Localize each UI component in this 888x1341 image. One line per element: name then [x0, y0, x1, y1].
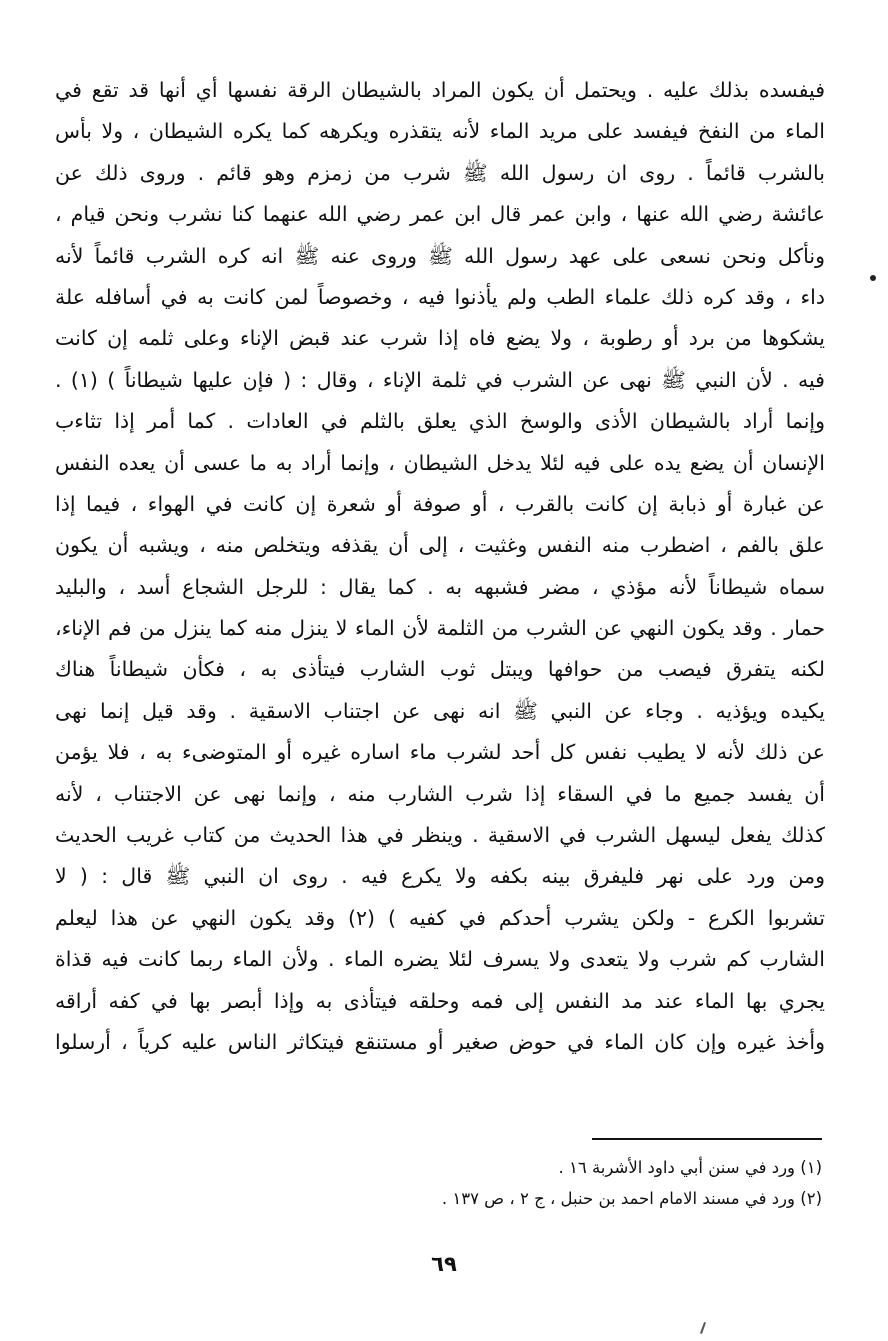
body-line: عائشة رضي الله عنها ، وابن عمر قال ابن عمر رضي الله عنهما كنا نشرب ونحن قيام ،: [55, 202, 825, 227]
body-line: الإنسان أن يضع يده على فيه لئلا يدخل الشيطان ، وإنما أراد به ما عسى أن يعده النفس: [55, 450, 825, 475]
body-line: عن غبارة أو ذبابة إن كانت بالقرب ، أو صوفة أو شعرة إن كانت في الهواء ، فيما إذا: [55, 491, 825, 516]
body-line: أن يفسد جميع ما في السقاء إذا شرب الشارب منه ، وإنما نهى عن الاجتناب ، لأنه: [55, 781, 825, 806]
body-text: [55, 70, 825, 1063]
body-line: ونأكل ونحن نسعى على عهد رسول الله ﷺ وروى عنه ﷺ انه كره الشرب قائماً لأنه: [55, 243, 825, 268]
body-line: لكنه يتفرق فيصب من حوافها ويبتل ثوب الشارب فيتأذى به ، فكأن شيطاناً هناك: [55, 657, 825, 682]
body-line: عن ذلك لأنه لا يطيب نفس كل أحد لشرب ماء اساره غيره أو المتوضىء به ، فلا يؤمن: [55, 740, 825, 765]
body-line: بالشرب قائماً . روى ان رسول الله ﷺ شرب من زمزم وهو قائم . وروى ذلك عن: [55, 160, 825, 185]
body-line: ومن ورد على نهر فليفرق بينه بكفه ولا يكرع فيه . روى ان النبي ﷺ قال : ( لا: [55, 864, 825, 889]
body-line: كذلك يفعل ليسهل الشرب في الاسقية . وينظر في هذا الحديث من كتاب غريب الحديث: [55, 823, 825, 848]
body-line: حمار . وقد يكون النهي عن الشرب من الثلمة لأن الماء لا ينزل منه كما ينزل من فم الإناء،: [55, 616, 825, 641]
body-line: فيه . لأن النبي ﷺ نهى عن الشرب في ثلمة الإناء ، وقال : ( فإن عليها شيطاناً ) (١) .: [55, 367, 825, 392]
footnote-2: (٢) ورد في مسند الامام احمد بن حنبل ، ج ٢ ، ص ١٣٧ .: [441, 1189, 822, 1208]
body-line: داء ، وقد كره ذلك علماء الطب ولم يأذنوا فيه ، وخصوصاً لمن كانت به في أسافله علة: [55, 284, 825, 309]
margin-dot: [870, 275, 876, 281]
scan-mark: [700, 1322, 706, 1334]
footnotes: [122, 1152, 822, 1214]
body-line: الشارب كم شرب ولا يتعدى ولا يسرف لئلا يضره الماء . ولأن الماء ربما كانت فيه قذاة: [55, 947, 825, 972]
footnote-1: (١) ورد في سنن أبي داود الأشربة ١٦ .: [558, 1158, 822, 1177]
body-line: يجري بها الماء عند مد النفس إلى فمه وحلقه فيتأذى به وإذا أبصر بها في كفه أراقه: [55, 988, 825, 1013]
body-line: يشكوها من برد أو رطوبة ، ولا يضع فاه إذا شرب عند قبض الإناء وعلى ثلمه إن كانت: [55, 326, 825, 351]
page-number: ٦٩: [431, 1252, 457, 1276]
body-line: الماء من النفخ فيفسد على مريد الماء لأنه يتقذره ويكرهه كما يكره الشيطان ، ولا بأس: [55, 119, 825, 144]
body-line: سماه شيطاناً لأنه مؤذي ، مضر فشبهه به . كما يقال : للرجل الشجاع أسد ، والبليد: [55, 574, 825, 599]
body-line: وأخذ غيره وإن كان الماء في حوض صغير أو مستنقع فيتكاثر الناس عليه كرياً ، أرسلوا: [55, 1029, 825, 1054]
body-line: يكيده ويؤذيه . وجاء عن النبي ﷺ انه نهى عن اجتناب الاسقية . وقد قيل إنما نهى: [55, 698, 825, 723]
footnote-separator: [592, 1138, 822, 1140]
body-line: تشربوا الكرع - ولكن يشرب أحدكم في كفيه ) (٢) وقد يكون النهي عن هذا ليعلم: [55, 905, 825, 930]
body-line: علق بالفم ، اضطرب منه النفس وغثيت ، إلى أن يقذفه ويتخلص منه ، ويشبه أن يكون: [55, 533, 825, 558]
body-line: وإنما أراد بالشيطان الأذى والوسخ الذي يعلق بالثلم في العادات . كما أمر إذا تثاءب: [55, 409, 825, 434]
body-line: فيفسده بذلك عليه . ويحتمل أن يكون المراد بالشيطان الرقة نفسها أي أنها قد تقع في: [55, 78, 825, 102]
